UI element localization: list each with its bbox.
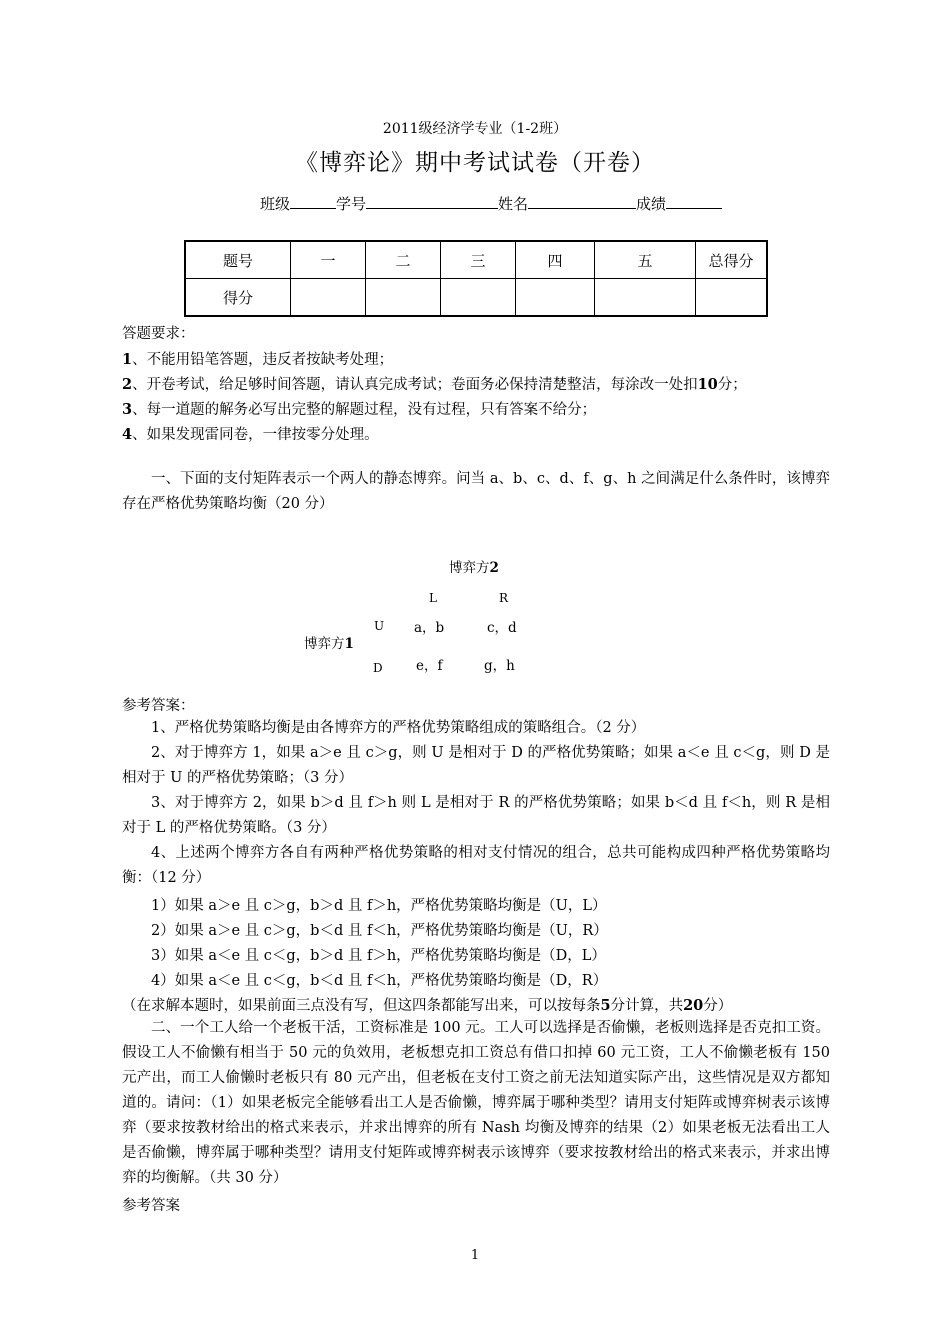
answer-1-case: 2）如果 a＞e 且 c＞g，b＜d 且 f＜h，严格优势策略均衡是（U，R） [151,923,608,939]
player1-label: 博弈方1 [304,636,354,652]
answer-1-note: （在求解本题时，如果前面三点没有写，但这四条都能写出来，可以按每条5分计算，共20分） [122,997,733,1014]
answer-2-heading: 参考答案 [122,1198,180,1214]
class-field[interactable] [290,194,336,209]
score-table [184,240,768,317]
requirement-num: 3 [122,401,133,418]
header-cell-question-no: 题号 [185,241,291,279]
header-cell-q4: 四 [516,241,595,279]
question-2-text: 二、一个工人给一个老板干活，工资标准是 100 元。工人可以选择是否偷懒，老板则选择是否克扣工资。假设工人不偷懒有相当于 50 元的负效用，老板想克扣工资总有借口扣掉 60 元工资，工人不偷懒老板有 150 元产出，而工人偷懒时老板只有 80 元产出，但老板在支付工资之前无法知道实际产出，这些情况是双方都知道的。请问：（1）如果老板完全能够看出工人是否偷懒，博弈属于哪种类型？请用支付矩阵或博弈树表示该博弈（要求按教材给出的格式来表示，并求出博弈的所有 Nash 均衡及博弈的结果（2）如果老板无法看出工人是否偷懒，博弈属于哪种类型？请用支付矩阵或博弈树表示该博弈（要求按教材给出的格式来表示，并求出博弈的均衡解。（共 30 分） [122,1020,830,1186]
score-label: 成绩 [636,195,667,213]
header-cell-q5: 五 [595,241,696,279]
requirement-text: 、开卷考试，给足够时间答题，请认真完成考试；卷面务必保持清楚整洁，每涂改一处扣 [132,377,698,393]
requirement-text: 、每一道题的解务必写出完整的解题过程，没有过程，只有答案不给分； [132,402,597,418]
row-label-U: U [374,619,385,633]
col-label-L: L [429,591,437,605]
score-table-header-row [185,241,767,279]
answer-1-case: 4）如果 a＜e 且 c＜g，b＜d 且 f＜h，严格优势策略均衡是（D，R） [151,973,608,989]
answer-1-point-1: 1、严格优势策略均衡是由各博弈方的严格优势策略组成的策略组合。（2 分） [151,720,646,736]
name-field[interactable] [528,194,636,209]
requirements-heading: 答题要求： [122,326,195,342]
requirement-num: 1 [122,351,133,368]
answer-1-case: 3）如果 a＜e 且 c＜g，b＞d 且 f＞h，严格优势策略均衡是（D，L） [151,948,606,964]
exam-subtitle: 2011级经济学专业（1-2班） [382,121,568,137]
header-cell-q2: 二 [366,241,441,279]
question-1-text: 一、下面的支付矩阵表示一个两人的静态博弈。问当 a、b、c、d、f、g、h 之间满足什么条件时，该博弈存在严格优势策略均衡（20 分） [122,471,830,512]
student-info-line [260,193,722,214]
page-number: 1 [470,1248,480,1263]
requirement-item [122,373,747,394]
player2-label: 博弈方2 [449,560,499,576]
answer-1-heading: 参考答案： [122,698,195,714]
answer-1-point-4: 4、上述两个博弈方各自有两种严格优势策略的相对支付情况的组合，总共可能构成四种严格优势策略均衡：（12 分） [122,845,830,886]
requirement-text: 、不能用铅笔答题，违反者按缺考处理； [132,352,394,368]
student-id-field[interactable] [366,194,498,209]
header-cell-q1: 一 [291,241,366,279]
header-cell-q3: 三 [441,241,516,279]
col-label-R: R [499,591,509,605]
score-table-score-row [185,279,767,317]
answer-1-point-2: 2、对于博弈方 1，如果 a＞e 且 c＞g，则 U 是相对于 D 的严格优势策略；如果 a＜e 且 c＜g，则 D 是相对于 U 的严格优势策略；（3 分） [122,745,830,786]
payoff-UL: a，b [414,620,445,636]
requirement-bold-value: 10 [697,376,718,393]
answer-1-point-3: 3、对于博弈方 2，如果 b＞d 且 f＞h 则 L 是相对于 R 的严格优势策略；如果 b＜d 且 f＜h，则 R 是相对于 L 的严格优势策略。（3 分） [122,795,830,836]
score-cell-q5[interactable] [595,279,696,317]
score-field[interactable] [666,194,722,209]
requirement-num: 2 [122,376,133,393]
name-label: 姓名 [498,195,529,213]
score-cell-total[interactable] [696,279,768,317]
requirement-text: 分； [717,377,747,393]
class-label: 班级 [260,195,291,213]
requirement-item [122,423,379,444]
score-cell-q1[interactable] [291,279,366,317]
payoff-UR: c，d [487,620,517,636]
score-row-label: 得分 [185,279,291,317]
exam-title: 《博弈论》期中考试试卷（开卷） [295,150,655,176]
requirement-item [122,398,596,419]
requirement-text: 、如果发现雷同卷，一律按零分处理。 [132,427,379,443]
score-cell-q2[interactable] [366,279,441,317]
row-label-D: D [373,661,383,675]
requirement-item [122,348,393,369]
student-id-label: 学号 [336,195,367,213]
payoff-DL: e，f [416,658,443,674]
score-cell-q4[interactable] [516,279,595,317]
requirement-num: 4 [122,426,133,443]
payoff-DR: g，h [484,658,515,674]
score-cell-q3[interactable] [441,279,516,317]
answer-1-case: 1）如果 a＞e 且 c＞g，b＞d 且 f＞h，严格优势策略均衡是（U，L） [151,898,607,914]
header-cell-total: 总得分 [696,241,768,279]
